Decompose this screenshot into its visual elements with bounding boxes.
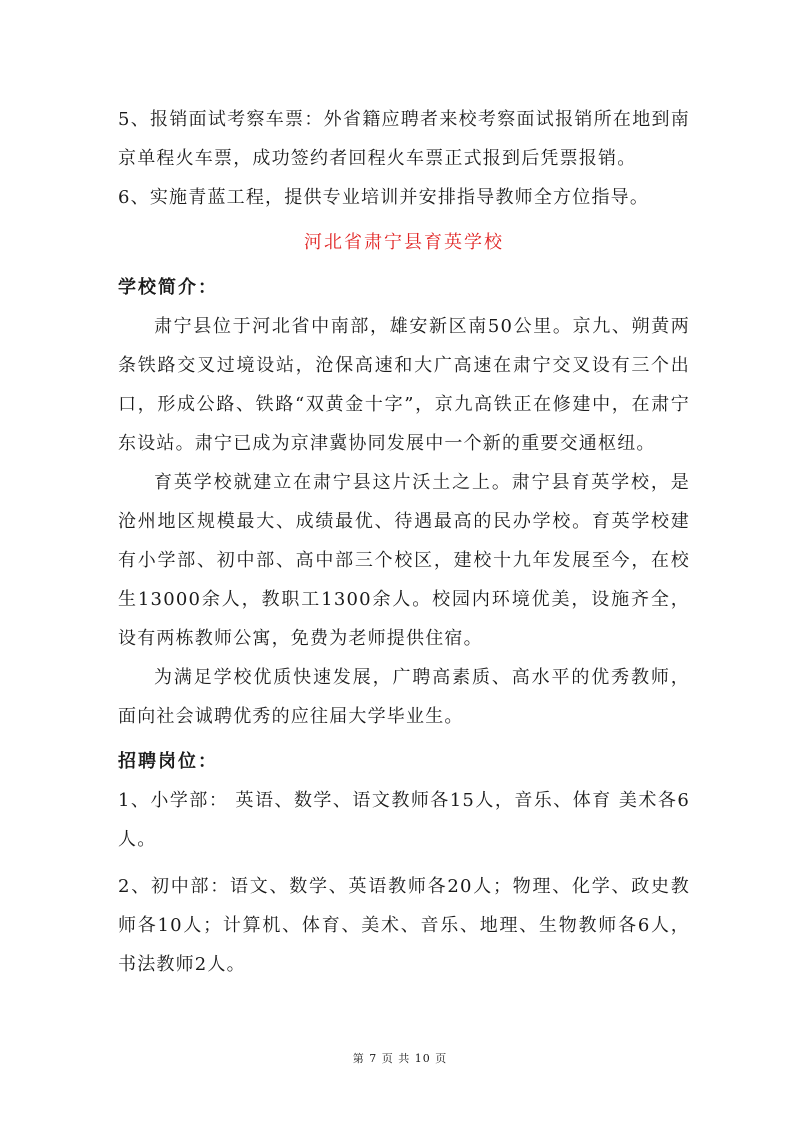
- intro-heading: 学校简介：: [118, 277, 218, 298]
- intro-paragraph-recruiting: 为满足学校优质快速发展，广聘高素质、高水平的优秀教师，面向社会诚聘优秀的应往届大学毕业生。: [118, 667, 690, 727]
- page-content: [118, 100, 690, 984]
- page-number-footer: 第 7 页 共 10 页: [352, 1052, 448, 1065]
- paragraph-reimbursement: 5、报销面试考察车票：外省籍应聘者来校考察面试报销所在地到南京单程火车票，成功签约者回程火车票正式报到后凭票报销。: [118, 109, 690, 169]
- position-primary: 1、小学部： 英语、数学、语文教师各15人，音乐、体育 美术各6人。: [118, 790, 690, 850]
- school-title: 河北省肃宁县育英学校: [304, 232, 504, 253]
- positions-heading: 招聘岗位：: [118, 751, 218, 772]
- intro-paragraph-school: 育英学校就建立在肃宁县这片沃土之上。肃宁县育英学校，是沧州地区规模最大、成绩最优、待遇最高的民办学校。育英学校建有小学部、初中部、高中部三个校区，建校十九年发展至今，在校生13000余人，教职工1300余人。校园内环境优美，设施齐全，设有两栋教师公寓，免费为老师提供住宿。: [118, 472, 690, 649]
- position-junior: 2、初中部：语文、数学、英语教师各20人；物理、化学、政史教师各10人；计算机、体育、美术、音乐、地理、生物教师各6人，书法教师2人。: [118, 876, 690, 975]
- intro-paragraph-location: 肃宁县位于河北省中南部，雄安新区南50公里。京九、朔黄两条铁路交叉过境设站，沧保高速和大广高速在肃宁交叉设有三个出口，形成公路、铁路“双黄金十字”，京九高铁正在修建中，在肃宁东设站。肃宁已成为京津冀协同发展中一个新的重要交通枢纽。: [118, 316, 690, 454]
- paragraph-mentoring: 6、实施青蓝工程，提供专业培训并安排指导教师全方位指导。: [118, 187, 650, 208]
